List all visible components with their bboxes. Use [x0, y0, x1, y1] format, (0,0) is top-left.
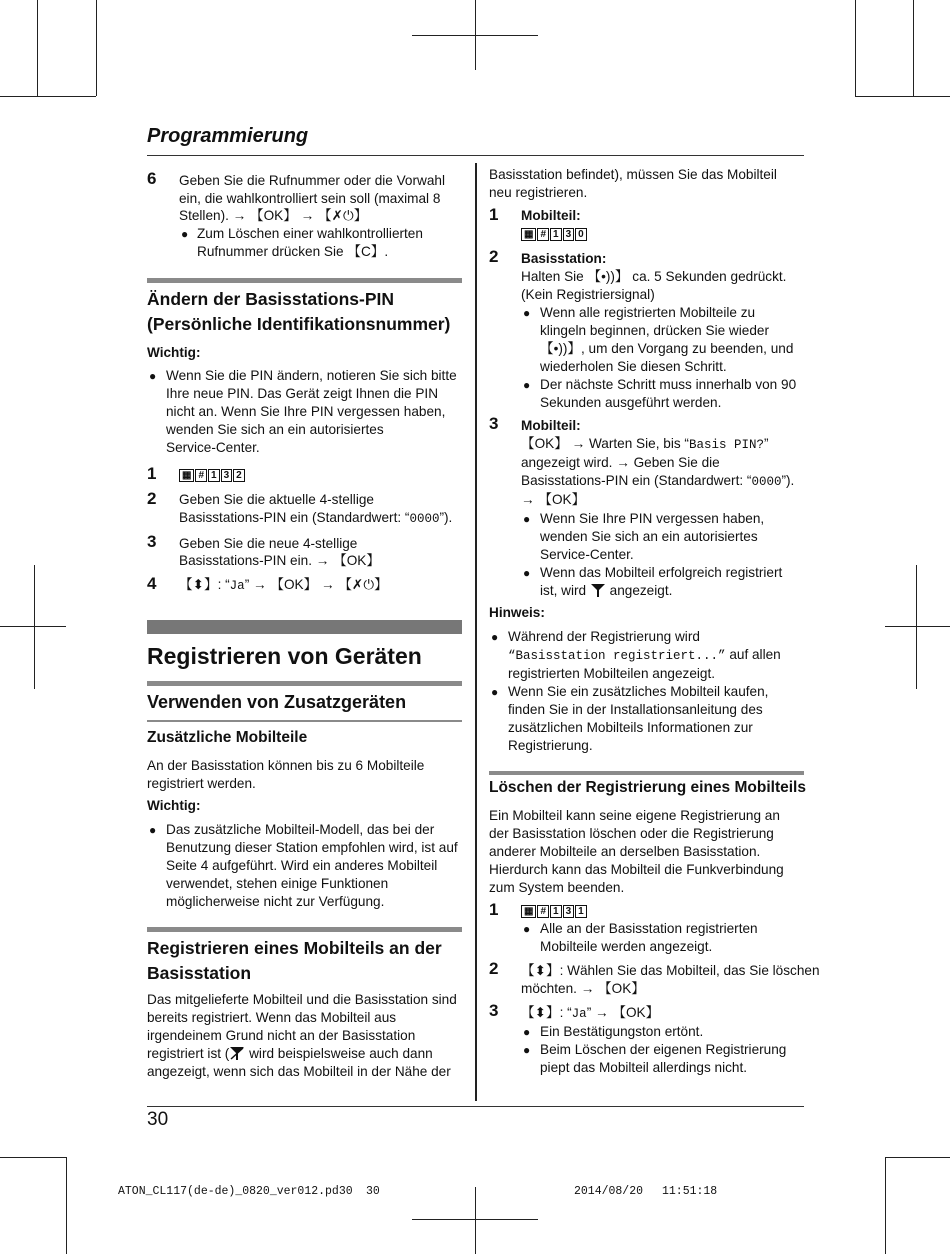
step-label: Basisstation: [521, 251, 607, 266]
paragraph: bereits registriert. Wenn das Mobilteil aus [147, 1010, 397, 1025]
crop-mark [855, 96, 950, 97]
text: Basisstations-PIN ein (Standardwert: “ [179, 510, 410, 525]
paragraph: angezeigt, wenn sich das Mobilteil in der Nähe der [147, 1064, 451, 1079]
step-text [521, 435, 769, 454]
step-text: Basisstations-PIN ein. → 【OK】 [179, 553, 380, 568]
print-date: 2014/08/20 [574, 1185, 644, 1198]
bullet-text: 【•))】, um den Vorgang zu beenden, und [540, 341, 794, 356]
bullet-text: wiederholen Sie diesen Schritt. [540, 359, 727, 374]
step-number: 4 [147, 574, 157, 593]
bullet-text: zusätzlichen Mobilteils Informationen zur [508, 720, 753, 735]
step-number: 6 [147, 169, 157, 188]
step-label: Mobilteil: [521, 208, 581, 223]
bullet-dot: ● [523, 512, 531, 526]
bullet-text: Wenn das Mobilteil erfolgreich registriert [540, 565, 783, 580]
section-bar [147, 927, 462, 932]
step-text: Stellen). → 【OK】 → 【✗⏻】 [179, 208, 368, 223]
important-label: Wichtig: [147, 345, 201, 360]
key-sequence [521, 225, 588, 243]
crop-mark [475, 0, 476, 70]
key: 1 [550, 905, 562, 918]
print-time: 11:51:18 [662, 1185, 718, 1198]
text: ” [763, 436, 769, 451]
bullet-dot: ● [491, 685, 499, 699]
step-text [521, 472, 794, 491]
paragraph: Hierdurch kann das Mobilteil die Funkverbindung [489, 862, 784, 877]
key: 1 [208, 469, 220, 482]
bullet-dot: ● [523, 1025, 531, 1039]
step-text: Geben Sie die Rufnummer oder die Vorwahl [179, 173, 445, 188]
crop-mark [0, 626, 66, 627]
header-rule [147, 155, 804, 156]
subsection-rule [147, 720, 462, 722]
step-number: 1 [489, 900, 499, 919]
step-text [179, 509, 452, 528]
note-text: Ihre neue PIN. Das Gerät zeigt Ihnen die PIN [166, 386, 439, 401]
subsection-heading: Zusätzliche Mobilteile [147, 729, 308, 746]
section-title: Programmierung [147, 125, 309, 147]
crop-mark [0, 1157, 66, 1158]
paragraph: der Basisstation löschen oder die Registrierung [489, 826, 774, 841]
text: ist, wird [540, 583, 587, 598]
code: Ja [571, 1007, 587, 1021]
key: 3 [563, 228, 575, 241]
crop-mark [913, 0, 914, 96]
crop-mark [37, 0, 38, 96]
code: Basis PIN? [688, 438, 764, 452]
step-number: 3 [147, 532, 157, 551]
key-sequence [521, 902, 588, 920]
bullet-dot: ● [523, 566, 531, 580]
heading: Ändern der Basisstations-PIN [147, 289, 394, 309]
section-bar [147, 681, 462, 686]
text: 【OK】 → Warten Sie, bis “ [521, 436, 689, 451]
note-text: wenden Sie sich an ein autorisiertes [166, 422, 384, 437]
crop-mark [885, 1157, 950, 1158]
bullet-text: Mobilteile werden angezeigt. [540, 939, 713, 954]
bullet-text: Service-Center. [540, 547, 634, 562]
bullet-text: Wenn Sie ein zusätzliches Mobilteil kaufen, [508, 684, 769, 699]
step-number: 2 [489, 247, 499, 266]
step-number: 3 [489, 1001, 499, 1020]
bullet-text: Während der Registrierung wird [508, 629, 700, 644]
step-number: 1 [147, 464, 157, 483]
step-text: Geben Sie die aktuelle 4-stellige [179, 492, 374, 507]
note-text: Benutzung dieser Station empfohlen wird, ist auf [166, 840, 458, 855]
crop-mark [0, 96, 96, 97]
paragraph: irgendeinem Grund nicht an der Basisstation [147, 1028, 416, 1043]
subsection-heading: Löschen der Registrierung eines Mobilteils [489, 779, 806, 796]
bullet-text: wenden Sie sich an ein autorisiertes [540, 529, 758, 544]
crop-mark [34, 565, 35, 689]
key: 3 [563, 905, 575, 918]
code: 0000 [751, 475, 782, 489]
bullet-dot: ● [523, 922, 531, 936]
step-text: 【⬍】: Wählen Sie das Mobilteil, das Sie löschen [521, 963, 820, 978]
text: ” → 【OK】 [586, 1005, 660, 1020]
note-text: Service-Center. [166, 440, 260, 455]
paragraph: anderer Mobilteile an derselben Basisstation. [489, 844, 761, 859]
crop-mark [66, 1157, 67, 1254]
bullet-text: Ein Bestätigungston ertönt. [540, 1024, 704, 1039]
step-number: 3 [489, 414, 499, 433]
section-heading: Verwenden von Zusatzgeräten [147, 692, 407, 712]
note-text: nicht an. Wenn Sie Ihre PIN vergessen haben, [166, 404, 446, 419]
note-text: Wenn Sie die PIN ändern, notieren Sie sich bitte [166, 368, 457, 383]
crop-mark [475, 1187, 476, 1254]
step-text: → 【OK】 [521, 492, 586, 507]
bullet-dot: ● [523, 378, 531, 392]
text: ” → 【OK】 → 【✗⏻】 [244, 577, 388, 592]
text: 【⬍】: “ [521, 1005, 572, 1020]
note-text: möglicherweise nicht zur Verfügung. [166, 894, 385, 909]
page-number: 30 [147, 1109, 169, 1130]
text: 【⬍】: “ [179, 577, 230, 592]
bullet-text: klingeln beginnen, drücken Sie wieder [540, 323, 769, 338]
note-text: Seite 4 aufgeführt. Wird ein anderes Mobilteil [166, 858, 438, 873]
key: # [195, 469, 207, 482]
key: 0 [575, 228, 587, 241]
hint-label: Hinweis: [489, 605, 545, 620]
antenna-icon [590, 583, 606, 597]
text: auf allen [725, 647, 781, 662]
crop-mark [885, 1157, 886, 1254]
text: wird beispielsweise auch dann [245, 1046, 433, 1061]
text: ”). [781, 473, 795, 488]
bullet-text: registrierten Mobilteilen angezeigt. [508, 666, 716, 681]
section-bar [489, 771, 804, 775]
step-text [521, 1004, 659, 1023]
step-text: (Kein Registriersignal) [521, 287, 655, 302]
bullet-text: Sekunden ausgeführt werden. [540, 395, 722, 410]
crop-mark [885, 626, 950, 627]
key: # [537, 905, 549, 918]
key: # [537, 228, 549, 241]
paragraph: An der Basisstation können bis zu 6 Mobilteile [147, 758, 425, 773]
crop-mark [916, 565, 917, 689]
bullet-text: Registrierung. [508, 738, 593, 753]
bullet-text [508, 646, 781, 665]
bullet-text: Beim Löschen der eigenen Registrierung [540, 1042, 787, 1057]
paragraph: Basisstation befindet), müssen Sie das Mobilteil [489, 167, 777, 182]
text: registriert ist ( [147, 1046, 230, 1061]
print-file-name: ATON_CL117(de-de)_0820_ver012.pd30 [118, 1185, 353, 1198]
footer-rule [147, 1106, 804, 1107]
bullet-dot: ● [181, 227, 189, 241]
step-text: Halten Sie 【•))】 ca. 5 Sekunden gedrückt. [521, 269, 787, 284]
key-sequence [179, 466, 246, 484]
step-text: möchten. → 【OK】 [521, 981, 645, 996]
heading: Registrieren eines Mobilteils an der [147, 938, 442, 958]
bullet-dot: ● [149, 823, 157, 837]
paragraph [147, 1045, 433, 1063]
bullet-text: Der nächste Schritt muss innerhalb von 90 [540, 377, 797, 392]
code: 0000 [409, 512, 440, 526]
bullet-text: Wenn Sie Ihre PIN vergessen haben, [540, 511, 765, 526]
crop-mark [855, 0, 856, 96]
bullet-text: Wenn alle registrierten Mobilteile zu [540, 305, 756, 320]
step-number: 1 [489, 205, 499, 224]
important-label: Wichtig: [147, 798, 201, 813]
heading: Basisstation [147, 963, 252, 983]
step-number: 2 [489, 959, 499, 978]
paragraph: registriert werden. [147, 776, 256, 791]
key: ▦ [521, 228, 536, 241]
heading: (Persönliche Identifikationsnummer) [147, 314, 451, 334]
bullet-dot: ● [523, 1043, 531, 1057]
key: 1 [575, 905, 587, 918]
column-divider [475, 163, 477, 1101]
text: ”). [439, 510, 453, 525]
note-text: Das zusätzliche Mobilteil-Modell, das bei der [166, 822, 435, 837]
text: angezeigt. [609, 583, 673, 598]
antenna-icon [229, 1046, 245, 1060]
bullet-dot: ● [491, 630, 499, 644]
crop-mark [96, 0, 97, 96]
step-text: angezeigt wird. → Geben Sie die [521, 455, 720, 470]
bullet-text: Alle an der Basisstation registrierten [540, 921, 758, 936]
step-text: ein, die wahlkontrolliert sein soll (maximal 8 [179, 191, 441, 206]
key: 3 [221, 469, 233, 482]
text: Basisstations-PIN ein (Standardwert: “ [521, 473, 752, 488]
key: 1 [550, 228, 562, 241]
code: Ja [229, 579, 245, 593]
bullet-text: Zum Löschen einer wahlkontrollierten [197, 226, 423, 241]
step-label: Mobilteil: [521, 418, 581, 433]
step-text: Geben Sie die neue 4-stellige [179, 536, 358, 551]
paragraph: neu registrieren. [489, 185, 588, 200]
note-text: verwendet, stehen einige Funktionen [166, 876, 389, 891]
bullet-text [540, 582, 672, 600]
chapter-bar [147, 620, 462, 634]
paragraph: zum System beenden. [489, 880, 625, 895]
bullet-dot: ● [149, 369, 157, 383]
bullet-text: Rufnummer drücken Sie 【C】. [197, 244, 389, 259]
bullet-text: finden Sie in der Installationsanleitung des [508, 702, 763, 717]
paragraph: Ein Mobilteil kann seine eigene Registrierung an [489, 808, 780, 823]
code: “Basisstation registriert...” [508, 649, 726, 663]
bullet-text: piept das Mobilteil allerdings nicht. [540, 1060, 748, 1075]
section-bar [147, 278, 462, 283]
step-text [179, 576, 388, 595]
bullet-dot: ● [523, 306, 531, 320]
key: ▦ [179, 469, 194, 482]
print-page: 30 [366, 1185, 380, 1198]
paragraph: Das mitgelieferte Mobilteil und die Basisstation sind [147, 992, 457, 1007]
step-number: 2 [147, 489, 157, 508]
key: ▦ [521, 905, 536, 918]
key: 2 [233, 469, 245, 482]
chapter-title: Registrieren von Geräten [147, 643, 422, 669]
